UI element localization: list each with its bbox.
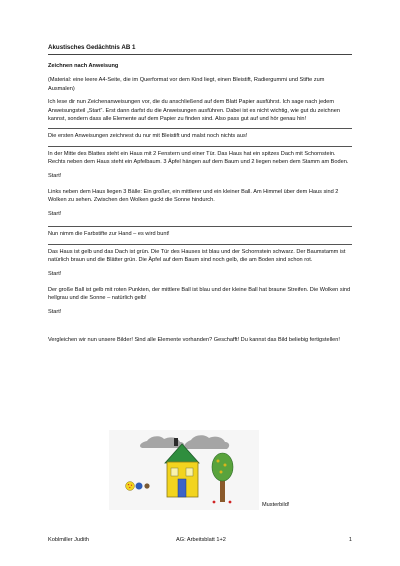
start-label: Start! (48, 172, 62, 179)
color-intro-text: Nun nimm die Farbstifte zur Hand – es wird bunt! (48, 231, 170, 238)
start-label: Start! (48, 210, 62, 217)
start-label: Start! (48, 308, 62, 315)
small-ball-icon (144, 483, 149, 488)
page-footer (48, 536, 352, 544)
tree-trunk-icon (220, 478, 225, 502)
door-icon (178, 479, 186, 497)
apple-icon (213, 501, 216, 504)
author-name: Koblmiller Judith (48, 537, 90, 543)
worksheet-content (48, 44, 352, 350)
page-number: 1 (348, 537, 352, 543)
ball-dot-icon (131, 485, 132, 486)
ball-dot-icon (128, 484, 129, 485)
large-ball-icon (126, 482, 135, 491)
window-right-icon (186, 468, 193, 476)
section-title: Zeichnen nach Anweisung (48, 63, 119, 69)
start-label: Start! (48, 270, 62, 277)
child-drawing-image (109, 430, 259, 510)
section-divider (48, 146, 352, 147)
apple-icon (229, 501, 232, 504)
medium-ball-icon (136, 483, 143, 490)
chimney-icon (174, 438, 178, 446)
window-left-icon (171, 468, 178, 476)
ball-dot-icon (129, 487, 130, 488)
image-caption: Musterbild! (262, 502, 290, 508)
sample-drawing (109, 430, 259, 510)
pencil-instruction-text: Die ersten Anweisungen zeichnest du nur mit Bleistift und malst noch nichts aus! (48, 133, 248, 140)
worksheet-label: AG: Arbeitsblatt 1+2 (176, 537, 226, 543)
apple-icon (220, 471, 223, 474)
section-divider (48, 244, 352, 245)
instruction-paragraph: Ich lese dir nun Zeichenanweisungen vor, die du anschließend auf dem Blatt Papier ausführst. Ich sage nach jedem Anweisungsteil „Start“. Erst dann darfst du die Anweisungen ausführen. Dabei ist es nicht wichtig, wie gut du zeichnen kannst, sondern dass alle Elemente auf dem Papier zu finden sind. Also pass gut auf und hör genau hin! (48, 99, 340, 123)
page-title: Akustisches Gedächtnis AB 1 (48, 44, 352, 55)
apple-icon (217, 460, 220, 463)
coloring-balls-instruction: Der große Ball ist gelb mit roten Punkten, der mittlere Ball ist blau und der kleine Ball hat braune Streifen. Die Wolken sind hellgrau und die Sonne – natürlich gelb! (48, 286, 351, 302)
apple-icon (224, 464, 227, 467)
comparison-text: Vergleichen wir nun unsere Bilder! Sind alle Elemente vorhanden? Geschafft! Du kannst das Bild beliebig fertigstellen! (48, 337, 340, 344)
balls-and-clouds-instruction: Links neben dem Haus liegen 3 Bälle: Ein großer, ein mittlerer und ein kleiner Ball. Am Himmel über dem Haus sind 2 Wolken zu sehen. Zwischen den Wolken guckt die Sonne hindurch. (48, 189, 339, 204)
section-gap (48, 324, 352, 336)
house-and-tree-instruction: In der Mitte des Blattes steht ein Haus mit 2 Fenstern und einer Tür. Das Haus hat ein spitzes Dach mit Schornstein. Rechts neben dem Haus steht ein Apfelbaum. 3 Äpfel hängen auf dem Baum und 2 liegen neben dem Stamm am Boden. (48, 150, 349, 166)
section-divider (48, 128, 352, 129)
coloring-house-instruction: Das Haus ist gelb und das Dach ist grün. Die Tür des Hauses ist blau und der Schornstein schwarz. Der Baumstamm ist natürlich braun und die Blätter grün. Die Äpfel auf dem Baum sind noch gelb, die am Boden sind schon rot. (48, 248, 346, 264)
tree-crown-icon (212, 453, 233, 481)
material-paragraph: (Material: eine leere A4-Seite, die im Querformat vor dem Kind liegt, einen Bleistift, Radiergummi und Stifte zum Ausmalen) (48, 77, 325, 92)
section-divider (48, 226, 352, 227)
